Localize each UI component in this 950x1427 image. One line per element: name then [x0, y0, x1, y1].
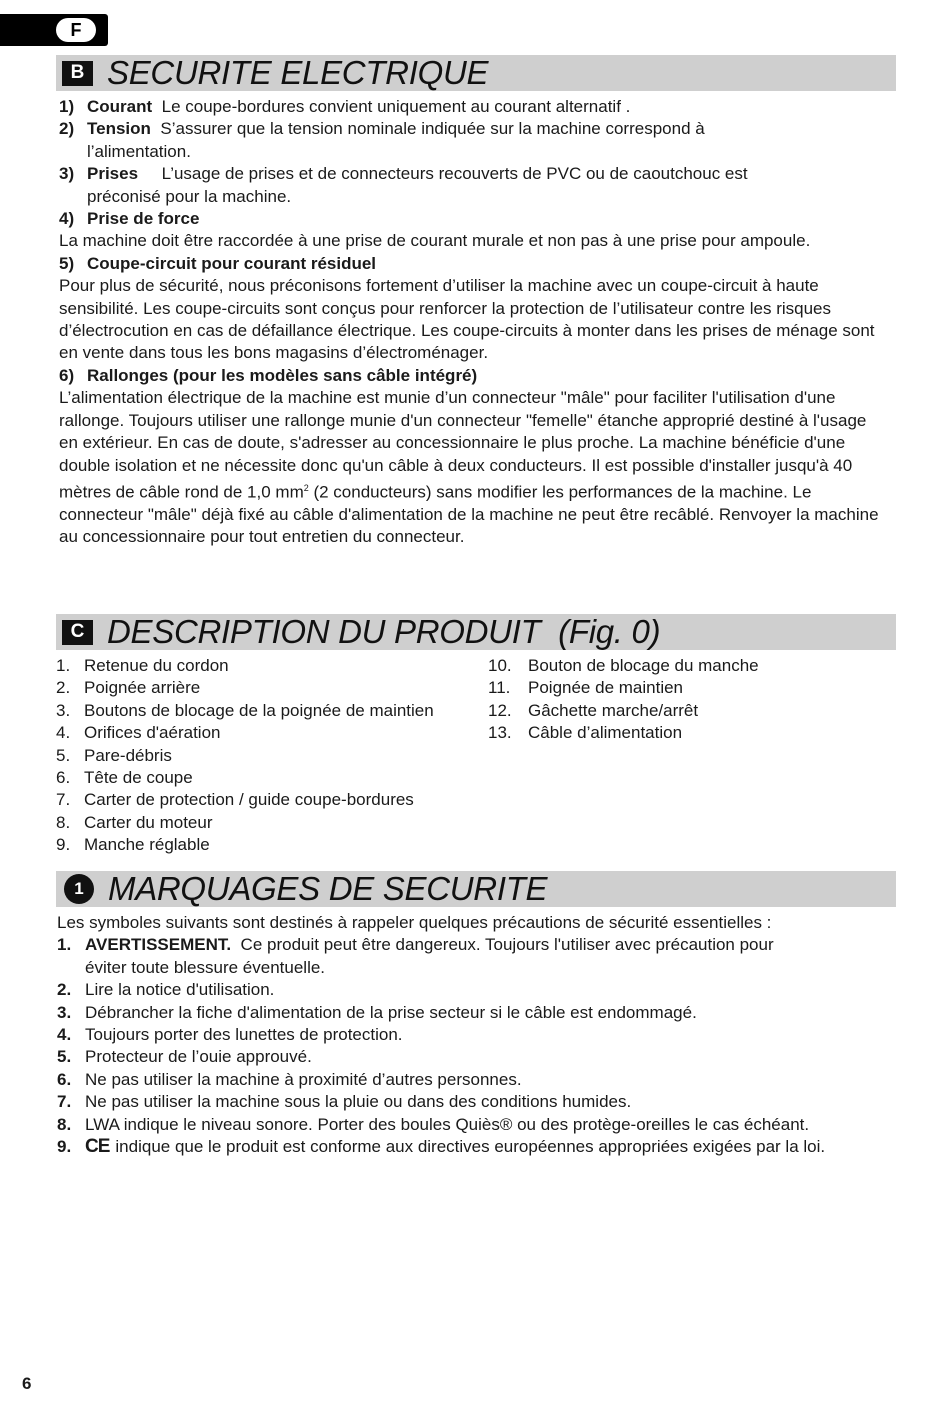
section-b-header [56, 55, 896, 91]
list-item: 9. CE indique que le produit est conforme aux directives européennes appropriées exigées par la loi. [57, 1136, 826, 1158]
section-b-title: SECURITE ELECTRIQUE [107, 53, 489, 91]
list-item: 6. Ne pas utiliser la machine à proximité d’autres personnes. [57, 1069, 522, 1089]
section-1-header [56, 871, 896, 907]
list-item: 3. Boutons de blocage de la poignée de maintien [56, 700, 434, 720]
list-item: 11. Poignée de maintien [488, 678, 684, 698]
paragraph: L’alimentation électrique de la machine est munie d’un connecteur "mâle" pour faciliter l'utilisation d'une rallonge. Toujours utiliser une rallonge munie d'un connecteur "femelle" étanche approprié destiné à l'usage en extérieur. En cas de doute, s'adresser au concessionnaire le plus proche. La machine bénéficie d'une double isolation et ne nécessite donc qu'un câble à deux conducteurs. Il est possible d'installer jusqu'à 40 mètres de câble rond de 1,0 $mm^2$ (2 conducteurs) sans modifier les performances de la machine. Le connecteur "mâle" déjà fixé au câble d'alimentation de la machine ne peut être recâblé. Renvoyer la machine au concessionnaire pour tout entretien du connecteur. [59, 388, 879, 547]
section-b-badge: B [62, 61, 93, 86]
list-item: 2. Poignée arrière [56, 678, 201, 698]
list-item: 12. Gâchette marche/arrêt [488, 700, 699, 720]
paragraph: Pour plus de sécurité, nous préconisons fortement d’utiliser la machine avec un coupe-circuit à haute sensibilité. Les coupe-circuits sont conçus pour renforcer la protection de l’utilisateur contre les risques d’électrocution en cas de défaillance électrique. Les coupe-circuits à monter dans les prises de ménage sont en vente dans tous les bons magasins d’électroménager. [59, 276, 875, 363]
list-item: 2. Lire la notice d'utilisation. [57, 980, 275, 1000]
section-c-header [56, 614, 896, 650]
section-1-body [57, 912, 897, 1158]
list-item: 6) Rallonges (pour les modèles sans câble intégré) [59, 365, 478, 385]
list-item: 5. Protecteur de l’ouie approuvé. [57, 1047, 312, 1067]
section-c-title: DESCRIPTION DU PRODUIT (Fig. 0) [107, 612, 661, 650]
list-item: 4) Prise de force [59, 209, 200, 229]
section-1-title: MARQUAGES DE SECURITE [108, 869, 548, 907]
list-item: 4. Toujours porter des lunettes de protection. [57, 1025, 403, 1045]
list-item: 8. Carter du moteur [56, 812, 213, 832]
section-1-badge: 1 [64, 874, 94, 904]
list-item: 1. AVERTISSEMENT. Ce produit peut être dangereux. Toujours l'utiliser avec précaution pour éviter toute blessure éventuelle. [57, 935, 774, 977]
list-item: 4. Orifices d'aération [56, 723, 221, 743]
list-item: 13. Câble d’alimentation [488, 723, 683, 743]
intro-text: Les symboles suivants sont destinés à rappeler quelques précautions de sécurité essentielles : [57, 913, 772, 932]
section-c-badge: C [62, 620, 93, 645]
list-item: 10. Bouton de blocage du manche [488, 656, 759, 675]
list-item: 7. Carter de protection / guide coupe-bordures [56, 790, 414, 810]
parts-list-col-1 [56, 655, 434, 857]
list-item: 1. Retenue du cordon [56, 656, 229, 675]
list-item: 5. Pare-débris [56, 745, 172, 765]
page-number: 6 [22, 1374, 32, 1393]
list-item: 3) Prises L’usage de prises et de connecteurs recouverts de PVC ou de caoutchouc est préconisé pour la machine. [59, 164, 748, 206]
parts-list-col-2 [488, 655, 759, 745]
list-item: 5) Coupe-circuit pour courant résiduel [59, 253, 377, 273]
list-item: 8. LWA indique le niveau sonore. Porter des boules Quiès® ou des protège-oreilles le cas échéant. [57, 1114, 810, 1134]
list-item: 9. Manche réglable [56, 835, 210, 855]
language-tab [0, 14, 108, 46]
ce-mark-icon: CE [85, 1136, 110, 1158]
language-badge: F [56, 18, 96, 42]
list-item: 2) Tension S’assurer que la tension nominale indiquée sur la machine correspond à l’alimentation. [59, 119, 705, 161]
paragraph: La machine doit être raccordée à une prise de courant murale et non pas à une prise pour ampoule. [59, 231, 811, 251]
list-item: 6. Tête de coupe [56, 768, 193, 788]
list-item: 7. Ne pas utiliser la machine sous la pluie ou dans des conditions humides. [57, 1092, 632, 1112]
list-item: 3. Débrancher la fiche d'alimentation de la prise secteur si le câble est endommagé. [57, 1002, 697, 1022]
list-item: 1) Courant Le coupe-bordures convient uniquement au courant alternatif . [59, 97, 631, 116]
section-b-body [59, 96, 899, 549]
